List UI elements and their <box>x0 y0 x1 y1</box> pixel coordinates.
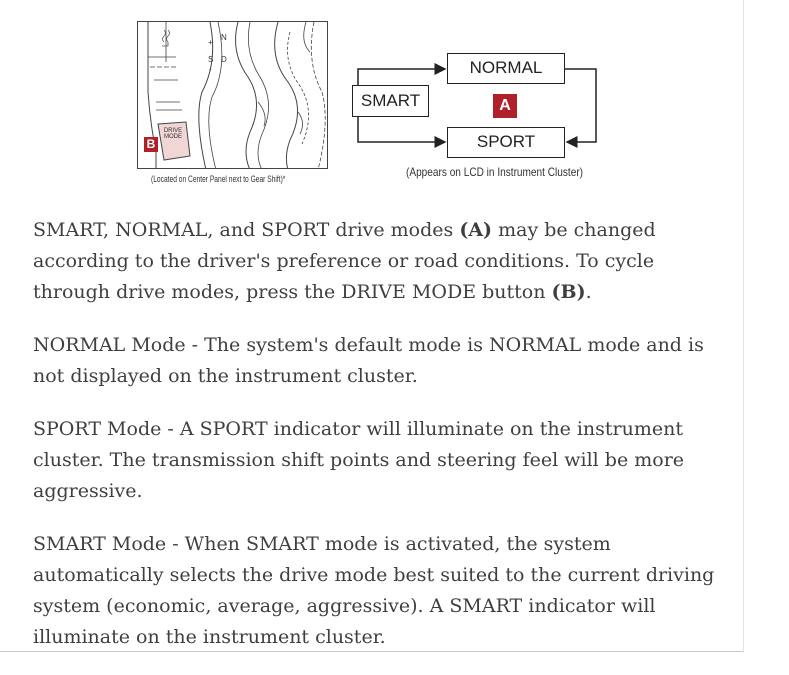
p1-text-2: may be changed according to the driver's preference or road conditions. To cycle through drive modes, press the DRIVE MODE button <box>33 219 656 303</box>
paragraph-smart-mode: SMART Mode - When SMART mode is activated, the system automatically selects the drive mode best suited to the current driving system (economic, average, aggressive). A SMART indicator will illuminate on the instrument cluster. <box>33 533 715 648</box>
p1-ref-b: (B) <box>551 281 586 303</box>
gear-label-d: D <box>221 55 227 64</box>
paragraph-drive-modes <box>33 215 723 308</box>
paragraph-normal-mode: NORMAL Mode - The system's default mode is NORMAL mode and is not displayed on the instrument cluster. <box>33 334 704 387</box>
badge-a: A <box>493 94 517 118</box>
gear-label-plus: + <box>208 38 213 47</box>
mode-box-smart: SMART <box>352 85 429 117</box>
gear-label-n: N <box>221 33 227 42</box>
drive-mode-description <box>33 215 723 675</box>
mode-box-sport: SPORT <box>447 127 565 158</box>
p1-ref-a: (A) <box>459 219 493 241</box>
gear-label-minus: - <box>209 65 212 74</box>
drive-mode-figure <box>0 0 743 200</box>
badge-b: B <box>144 137 158 152</box>
gear-label-s: S <box>208 55 214 64</box>
mode-box-normal: NORMAL <box>447 53 565 84</box>
paragraph-sport-mode: SPORT Mode - A SPORT indicator will illuminate on the instrument cluster. The transmission shift points and steering feel will be more aggressive. <box>33 418 685 502</box>
p1-text-3: . <box>585 281 592 303</box>
drive-mode-label-line2: MODE <box>164 134 182 140</box>
p1-text-1: SMART, NORMAL, and SPORT drive modes <box>33 219 460 241</box>
center-panel-caption: (Located on Center Panel next to Gear Shift)* <box>151 174 286 184</box>
drive-mode-label-line1: DRIVE <box>163 128 183 134</box>
page-right-border <box>743 0 744 653</box>
lcd-caption: (Appears on LCD in Instrument Cluster) <box>406 165 584 179</box>
